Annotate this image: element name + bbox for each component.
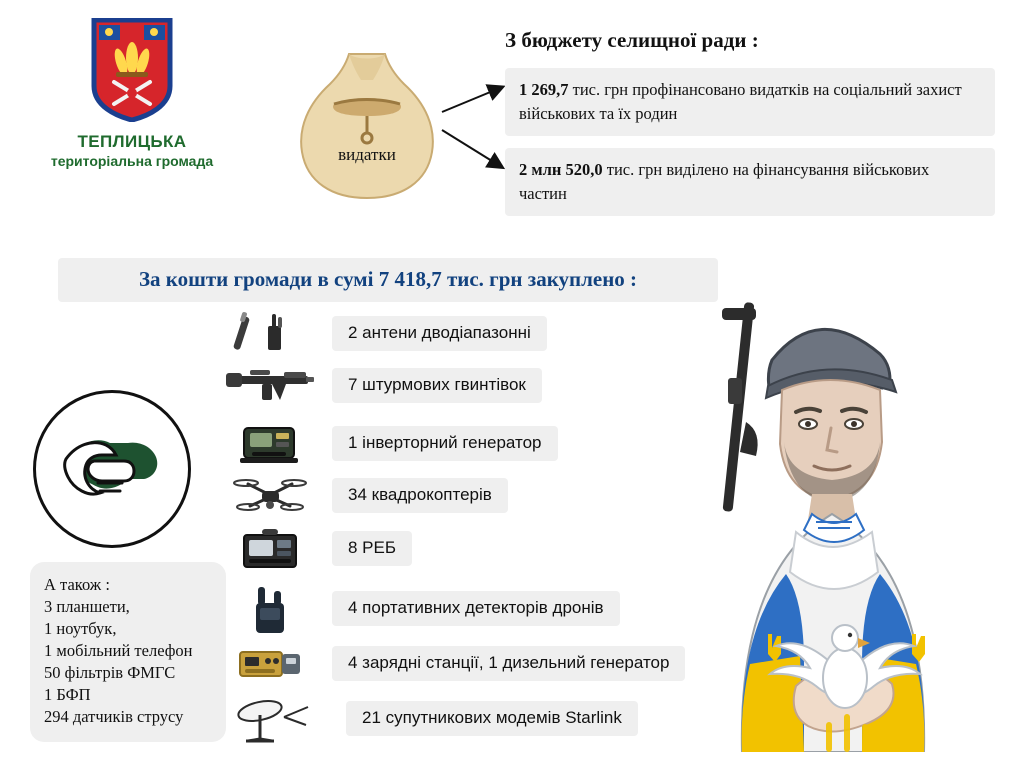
coat-of-arms-icon bbox=[90, 18, 174, 122]
charging-station-icon bbox=[222, 640, 318, 686]
item-label: 7 штурмових гвинтівок bbox=[332, 368, 542, 403]
budget-item-2-amount: 2 млн 520,0 bbox=[519, 160, 603, 179]
also-heading: А також : bbox=[44, 575, 110, 594]
quadcopter-icon bbox=[222, 472, 318, 518]
also-line-5: 1 БФП bbox=[44, 684, 91, 704]
community-emblem-block bbox=[22, 18, 242, 169]
also-line-4: 50 фільтрів ФМГС bbox=[44, 662, 176, 682]
also-purchased-box bbox=[30, 562, 226, 742]
soldier-with-dove-illustration bbox=[676, 282, 1016, 752]
budget-item-2-text: тис. грн виділено на фінансування військових частин bbox=[519, 160, 930, 203]
antenna-icon bbox=[222, 310, 318, 356]
budget-item-2 bbox=[505, 148, 995, 216]
also-line-6: 294 датчиків струсу bbox=[44, 706, 184, 726]
handshake-in-circle-icon bbox=[33, 390, 191, 548]
ew-case-icon bbox=[222, 525, 318, 571]
budget-item-1-amount: 1 269,7 bbox=[519, 80, 569, 99]
community-subtitle: територіальна громада bbox=[50, 153, 214, 169]
item-label: 8 РЕБ bbox=[332, 531, 412, 566]
budget-item-1 bbox=[505, 68, 995, 136]
purchase-title: За кошти громади в сумі 7 418,7 тис. грн закуплено : bbox=[58, 258, 718, 302]
item-label: 4 портативних детекторів дронів bbox=[332, 591, 620, 626]
budget-title: З бюджету селищної ради : bbox=[505, 28, 759, 52]
item-label: 34 квадрокоптерів bbox=[332, 478, 508, 513]
also-line-3: 1 мобільний телефон bbox=[44, 640, 193, 660]
generator-icon bbox=[222, 420, 318, 466]
drone-detector-icon bbox=[222, 585, 318, 631]
satellite-dish-icon bbox=[222, 695, 318, 741]
also-line-2: 1 ноутбук, bbox=[44, 618, 117, 638]
item-label: 1 інверторний генератор bbox=[332, 426, 558, 461]
item-label: 4 зарядні станції, 1 дизельний генератор bbox=[332, 646, 685, 681]
expenses-bag-illustration bbox=[272, 42, 462, 207]
also-line-1: 3 планшети, bbox=[44, 596, 130, 616]
item-label: 2 антени дводіапазонні bbox=[332, 316, 547, 351]
item-label: 21 супутникових модемів Starlink bbox=[346, 701, 638, 736]
budget-item-1-text: тис. грн профінансовано видатків на соціальний захист військових та їх родин bbox=[519, 80, 962, 123]
community-name: ТЕПЛИЦЬКА bbox=[77, 132, 187, 151]
rifle-icon bbox=[222, 362, 318, 408]
bag-label: видатки bbox=[338, 145, 396, 164]
